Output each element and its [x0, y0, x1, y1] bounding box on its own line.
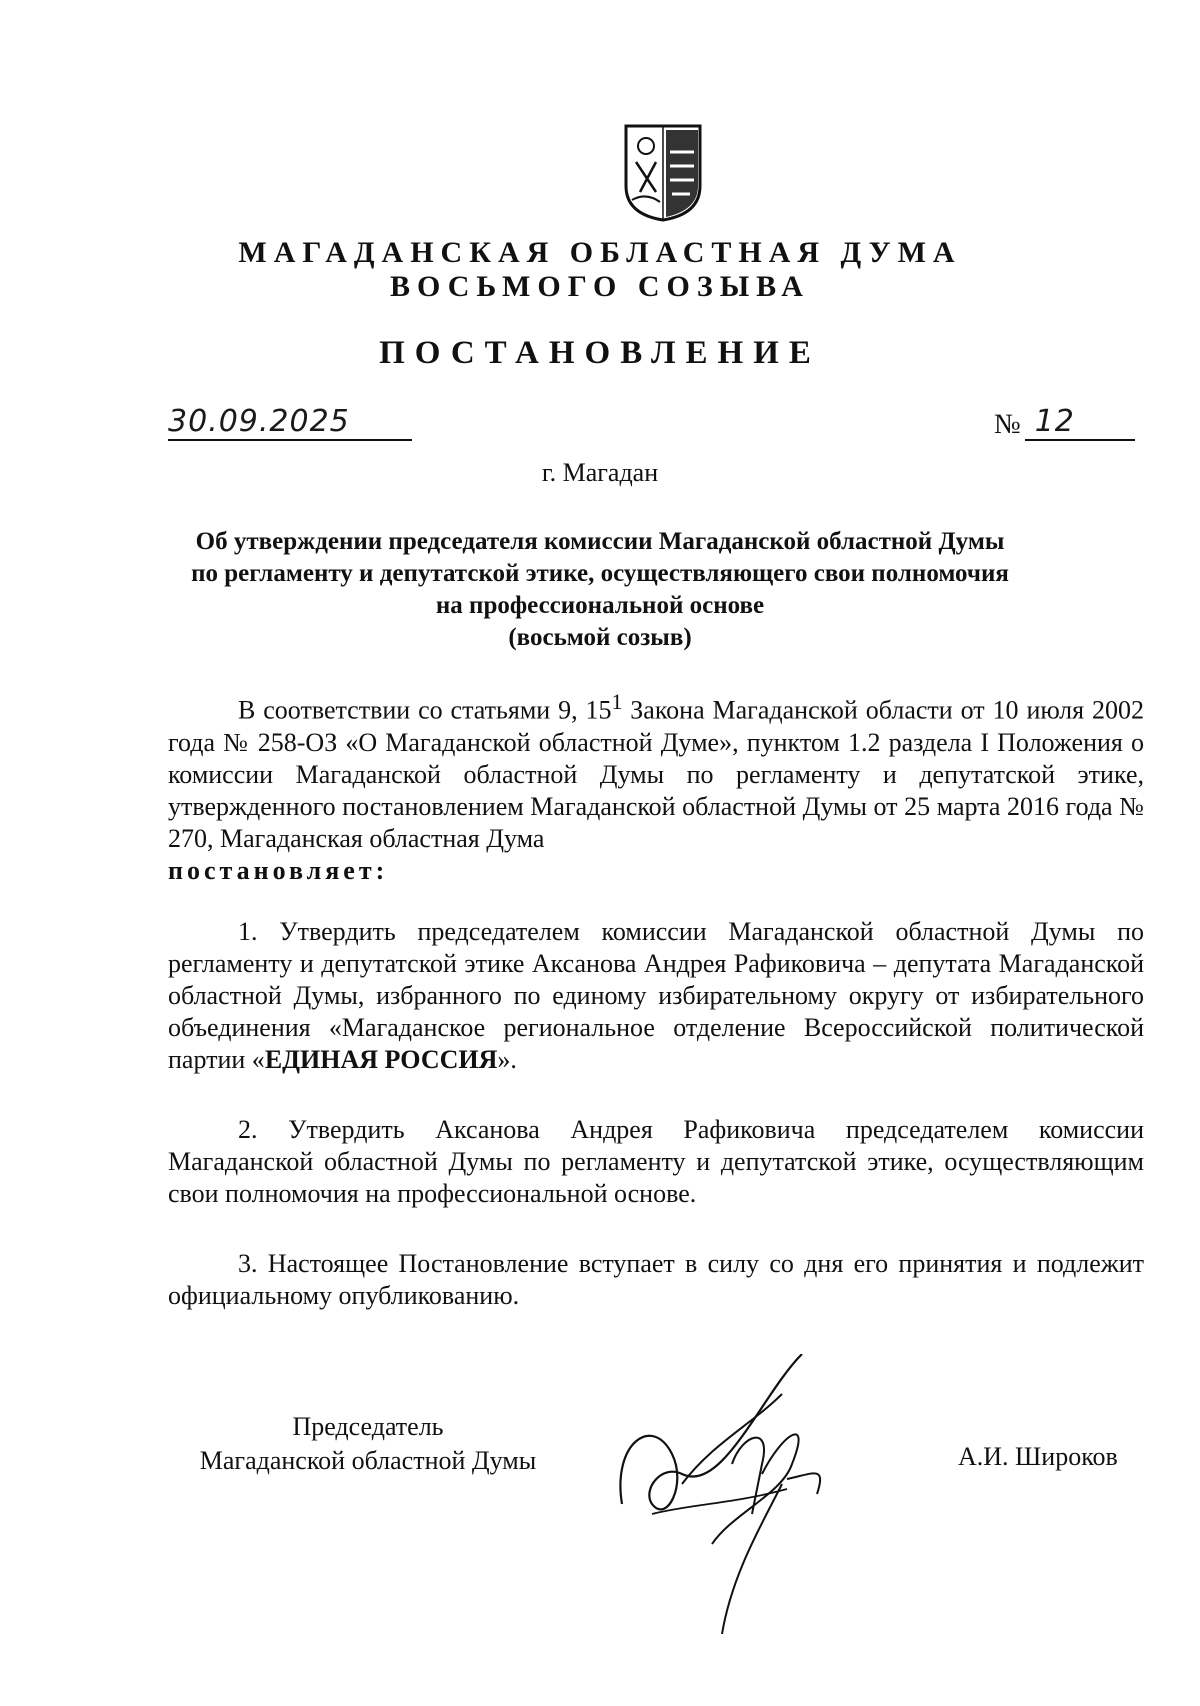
- subject-line: по регламенту и депутатской этике, осуществляющего свои полномочия: [191, 560, 1009, 587]
- handwritten-signature: [612, 1354, 872, 1644]
- item3-text: 3. Настоящее Постановление вступает в силу со дня его принятия и подлежит официальному опубликованию.: [168, 1249, 1144, 1310]
- place-of-issue: г. Магадан: [541, 458, 659, 487]
- signer-name: А.И. Широков: [958, 1442, 1118, 1471]
- article-superscript: 1: [611, 690, 623, 714]
- subject-line: Об утверждении председателя комиссии Магаданской областной Думы: [195, 528, 1005, 555]
- handwritten-date: 30.09.2025: [168, 404, 350, 439]
- signer-position-line1: Председатель: [292, 1412, 444, 1441]
- document-type-title: ПОСТАНОВЛЕНИЕ: [379, 335, 821, 371]
- item2-text: 2. Утвердить Аксанова Андрея Рафиковича председателем комиссии Магаданской областной Думы по регламенту и депутатской этике, осуществляющим свои полномочия на профессиональной основе.: [168, 1115, 1144, 1208]
- item1-text: 1. Утвердить председателем комиссии Магаданской областной Думы по регламенту и депутатской этике Аксанова Андрея Рафиковича – депутата Магаданской областной Думы, избранного по единому избирательному округу от избирательного объединения «Магаданское региональное отделение Всероссийской политической партии «: [168, 917, 1144, 1074]
- number-sign: №: [994, 409, 1021, 440]
- document-date-field: [168, 404, 412, 441]
- preamble-text-b: Закона Магаданской области от 10 июля 2002 года № 258-ОЗ «О Магаданской областной Думе», пунктом 1.2 раздела I Положения о комиссии Магаданской областной Думы по регламенту и депутатской этике, утвержденного постановлением Магаданской областной Думы от 25 марта 2016 года № 270, Магаданская областная Дума: [168, 695, 1144, 853]
- party-name: ЕДИНАЯ РОССИЯ: [264, 1045, 498, 1074]
- resolution-item-3: [168, 1248, 1144, 1312]
- subject-line: (восьмой созыв): [508, 624, 692, 651]
- signer-position: [168, 1410, 568, 1478]
- handwritten-number: 12: [1034, 404, 1075, 439]
- issuer-name-line2: ВОСЬМОГО СОЗЫВА: [390, 270, 810, 303]
- preamble-text-a: В соответствии со статьями 9, 15: [238, 695, 612, 725]
- resolution-item-1: [168, 916, 1144, 1076]
- resolution-item-2: [168, 1114, 1144, 1210]
- item1-ending: ».: [497, 1045, 517, 1074]
- preamble-paragraph: [168, 686, 1144, 887]
- resolves-word: постановляет:: [168, 855, 389, 885]
- signer-position-line2: Магаданской областной Думы: [199, 1446, 537, 1475]
- document-subject: [150, 526, 1050, 654]
- document-number-field: [994, 404, 1135, 441]
- magadan-region-coat-of-arms-icon: [622, 122, 704, 224]
- issuer-name-line1: МАГАДАНСКАЯ ОБЛАСТНАЯ ДУМА: [238, 236, 962, 269]
- subject-line: на профессиональной основе: [435, 592, 765, 619]
